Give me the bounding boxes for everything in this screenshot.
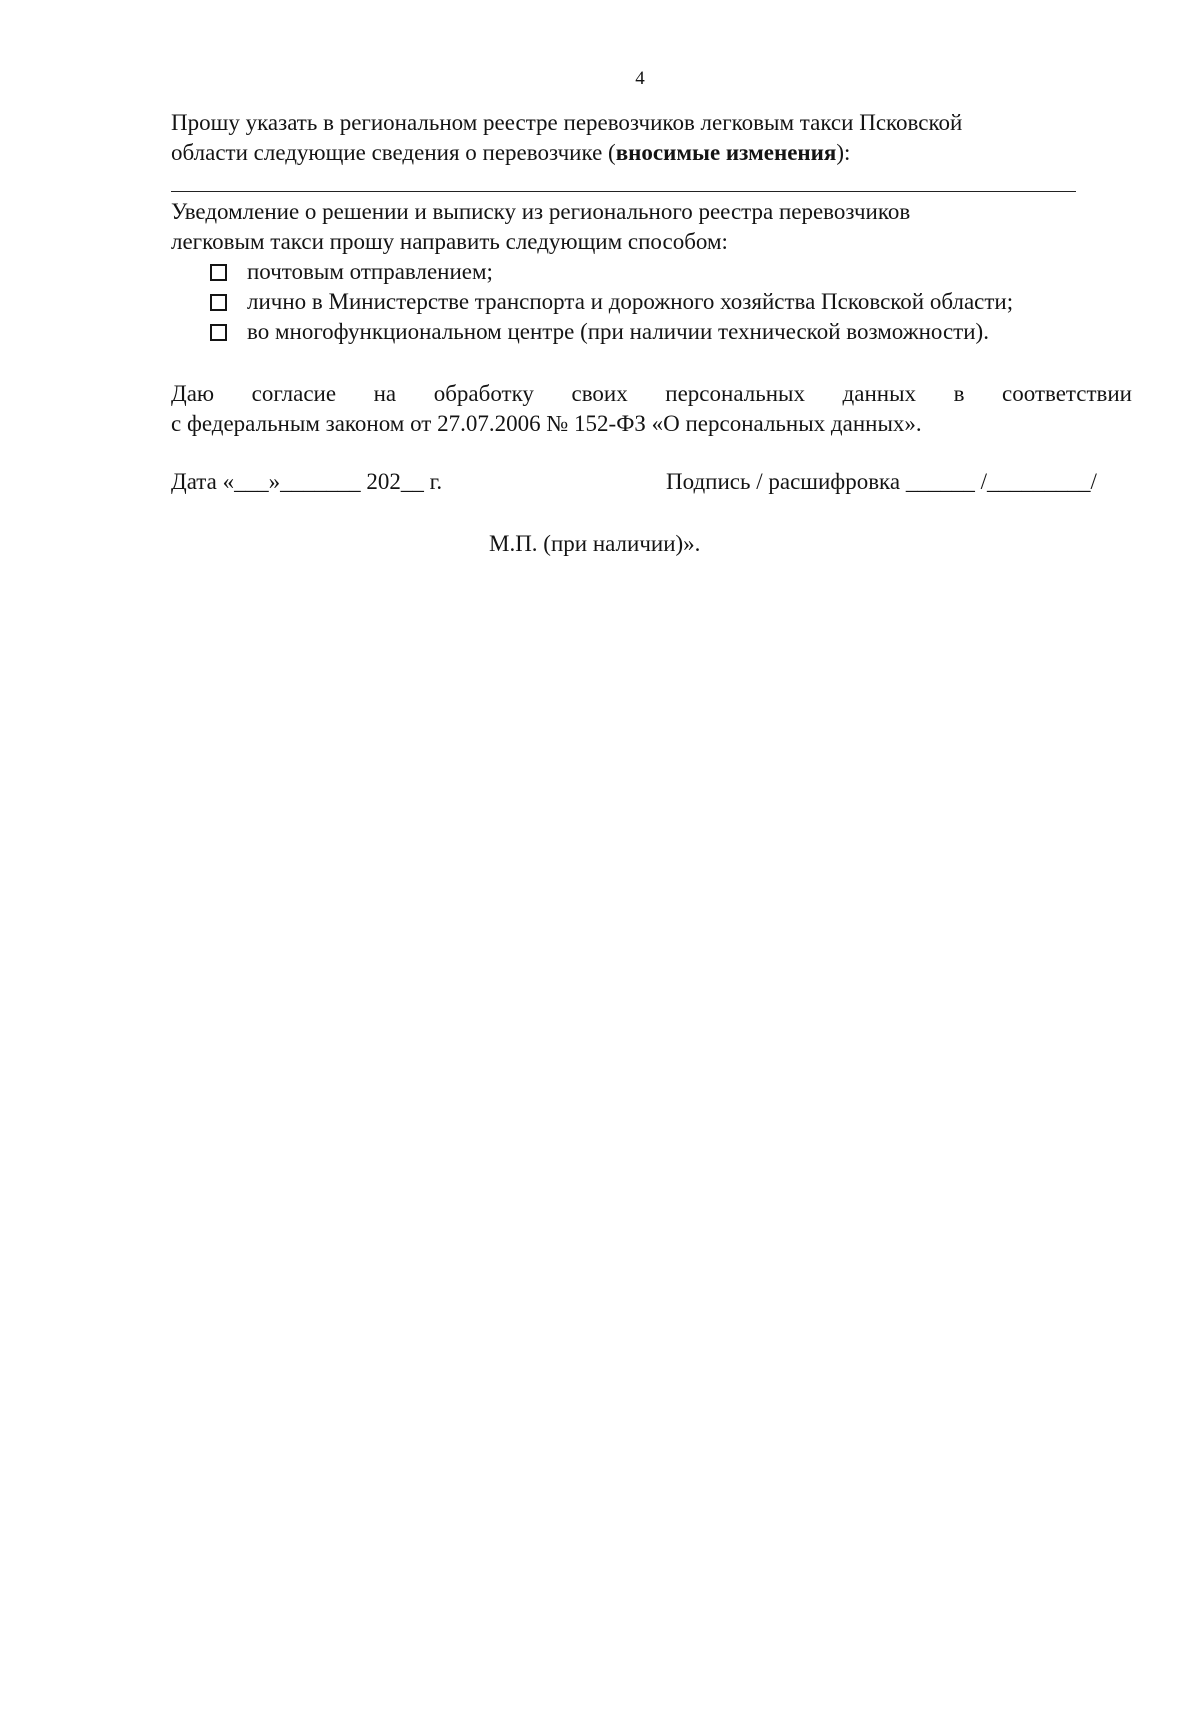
signature-field[interactable]: Подпись / расшифровка ______ /_________/ — [666, 469, 1097, 494]
delivery-option-mfc — [210, 317, 1013, 347]
option-label-mfc: во многофункциональном центре (при наличии технической возможности). — [247, 319, 989, 344]
consent-line-2: с федеральным законом от 27.07.2006 № 152-ФЗ «О персональных данных». — [171, 411, 922, 436]
request-line-1: Прошу указать в региональном реестре перевозчиков легковым такси Псковской — [171, 110, 963, 135]
delivery-option-mail — [210, 257, 1013, 287]
option-label-in-person: лично в Министерстве транспорта и дорожного хозяйства Псковской области; — [247, 289, 1014, 314]
data-consent — [171, 379, 1132, 439]
changes-input-line[interactable] — [171, 191, 1076, 192]
request-line-2-end: ): — [836, 140, 851, 165]
consent-line-1: Даю согласие на обработку своих персональных данных в соответствии — [171, 381, 1132, 406]
registry-request — [171, 108, 1091, 168]
stamp-note: М.П. (при наличии)». — [489, 531, 701, 556]
checkbox-mail[interactable] — [210, 264, 227, 281]
delivery-options-list — [210, 257, 1013, 347]
changes-emphasis: вносимые изменения — [615, 140, 837, 165]
delivery-notice — [171, 197, 1091, 257]
page-number: 4 — [635, 68, 645, 89]
request-line-2-start: области следующие сведения о перевозчике ( — [171, 140, 616, 165]
request-line-2 — [171, 138, 1091, 168]
date-field[interactable]: Дата «___»_______ 202__ г. — [171, 469, 443, 494]
checkbox-in-person[interactable] — [210, 294, 227, 311]
delivery-option-in-person — [210, 287, 1013, 317]
notice-line-2: легковым такси прошу направить следующим способом: — [171, 229, 728, 254]
checkbox-mfc[interactable] — [210, 324, 227, 341]
option-label-mail: почтовым отправлением; — [247, 259, 493, 284]
notice-line-1: Уведомление о решении и выписку из регионального реестра перевозчиков — [171, 199, 911, 224]
